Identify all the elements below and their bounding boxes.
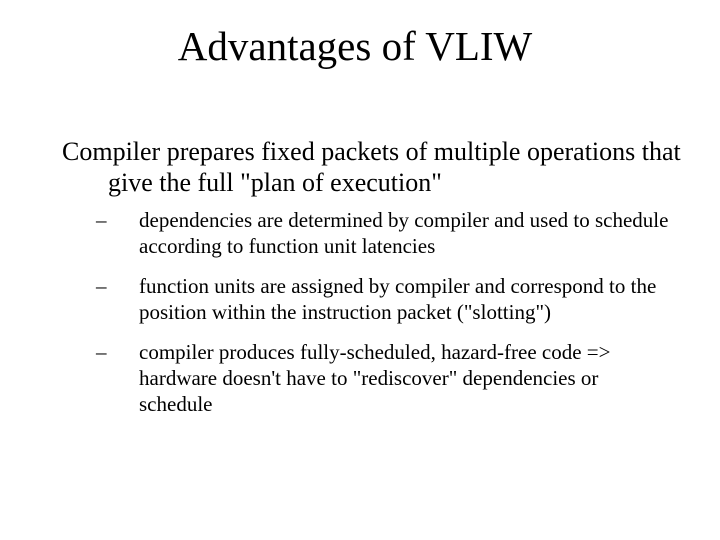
sub-bullet-item — [0, 339, 720, 417]
sub-bullet-item — [0, 207, 720, 259]
dash-bullet-icon: – — [96, 274, 107, 298]
sub-bullet-text: dependencies are determined by compiler and used to schedule according to function unit latencies — [139, 208, 669, 258]
main-bullet: Compiler prepares fixed packets of multiple operations that give the full "plan of execution" — [62, 137, 681, 197]
sub-bullet-list — [0, 207, 720, 431]
dash-bullet-icon: – — [96, 340, 107, 364]
sub-bullet-text: compiler produces fully-scheduled, hazard-free code => hardware doesn't have to "rediscover" dependencies or schedule — [139, 340, 611, 416]
dash-bullet-icon: – — [96, 208, 107, 232]
sub-bullet-text: function units are assigned by compiler and correspond to the position within the instruction packet ("slotting") — [139, 274, 657, 324]
slide-title: Advantages of VLIW — [177, 23, 533, 69]
sub-bullet-item — [0, 273, 720, 325]
